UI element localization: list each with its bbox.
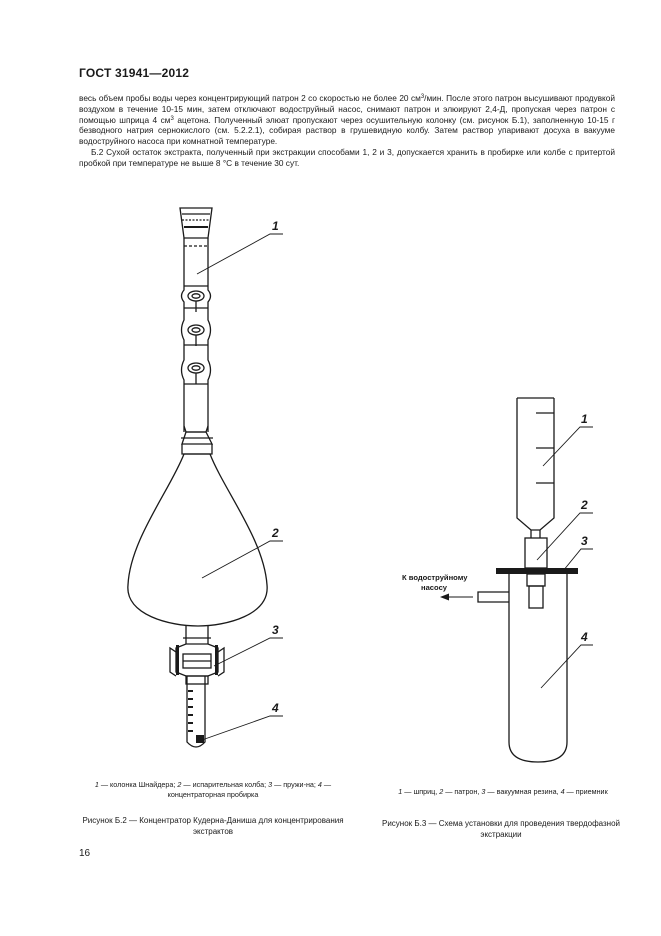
body-text xyxy=(79,93,615,169)
callout-3: 3 xyxy=(581,534,588,548)
callout-2: 2 xyxy=(581,498,588,512)
figure-b2-drawing xyxy=(100,200,320,760)
paragraph-1: весь объем пробы воды через концентрирующий патрон 2 со скоростью не более 20 $см^3$/мин. После этого патрон высушивают продувкой воздухом в течение 10-15 мин, затем отключают водоструйный насос, снимают патрон и элюируют 2,4-Д, пропуская через патрон с помощью шприца 4 $см^3$ ацетона. Полученный элюат пропускают через осушительную колонку (см. рисунок Б.1), заполненную 10-15 г безводного натрия сернокислого (см. 5.2.2.1), собирая раствор в грушевидную колбу. Затем раствор упаривают досуха в вакууме водоструйного насоса при комнатной температуре. xyxy=(79,93,615,147)
callout-3: 3 xyxy=(272,623,279,637)
callout-1: 1 xyxy=(272,219,279,233)
pump-label-line2: насосу xyxy=(421,583,448,592)
pump-label-line1: К водоструйному xyxy=(402,573,468,582)
callout-1-leader xyxy=(197,234,283,274)
callout-1-leader xyxy=(543,427,593,466)
figure-b3-caption: Рисунок Б.3 — Схема установки для проведения твердофазной экстракции xyxy=(381,819,621,839)
callout-4: 4 xyxy=(272,701,279,715)
callout-1: 1 xyxy=(581,412,588,426)
figure-b3-legend: 1 — шприц, 2 — патрон, 3 — вакуумная резина, 4 — приемник xyxy=(398,787,608,796)
document-header: ГОСТ 31941—2012 xyxy=(79,66,190,80)
paragraph-b2: Б.2 Сухой остаток экстракта, полученный при экстракции способами 1, 2 и 3, допускается хранить в пробирке или колбе с притертой пробкой при температуре не выше 8 °С в течение 30 сут. xyxy=(79,146,615,168)
callout-4-leader xyxy=(202,716,283,740)
callout-2-leader xyxy=(202,541,283,578)
figure-b3-drawing xyxy=(395,395,620,780)
callout-2: 2 xyxy=(272,526,279,540)
callout-3-leader xyxy=(563,549,593,571)
page-number: 16 xyxy=(79,848,91,859)
figure-b2-caption: Рисунок Б.2 — Концентратор Кудерна-Даниша для концентрирования экстрактов xyxy=(82,816,344,836)
figure-b2-legend: 1 — колонка Шнайдера; 2 — испарительная колба; 3 — пружи-на; 4 — концентраторная пробирка xyxy=(94,780,332,799)
callout-4: 4 xyxy=(581,630,588,644)
